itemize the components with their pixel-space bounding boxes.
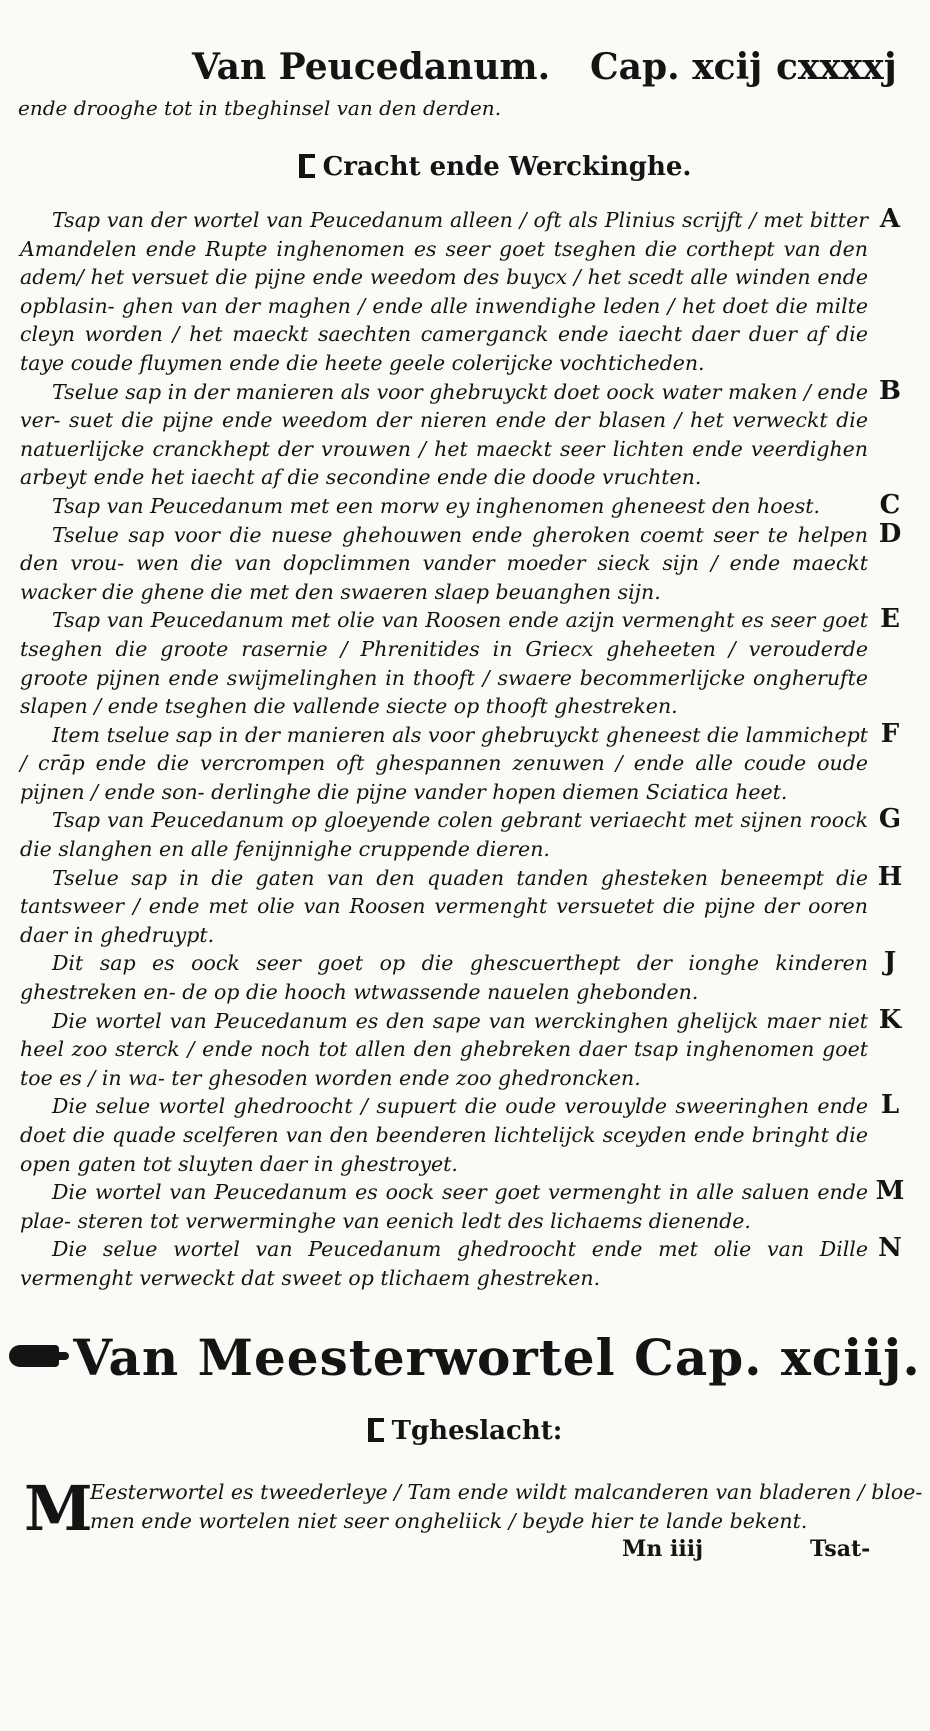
margin-letter: K <box>878 1005 902 1035</box>
margin-letter: E <box>880 604 900 634</box>
pilcrow-icon <box>368 1418 384 1442</box>
chapter-number: Cap. xcij <box>590 46 763 88</box>
margin-letters <box>872 0 912 1731</box>
margin-letter: G <box>878 804 902 834</box>
margin-letter: F <box>880 719 900 749</box>
subheading <box>0 1416 930 1446</box>
running-title: Van Peucedanum. <box>192 46 551 88</box>
chapter-body <box>20 1472 923 1545</box>
chapter-text <box>90 1478 923 1535</box>
chapter-heading <box>0 1328 930 1387</box>
margin-letter: C <box>879 490 901 520</box>
margin-letter: M <box>875 1176 905 1206</box>
margin-letter: L <box>880 1090 900 1120</box>
text-line: Eesterwortel es tweederleye / Tam ende wildt malcanderen van bladeren / bloe- <box>90 1480 923 1504</box>
paragraph: Tsap van Peucedanum met een morw ey inghenomen gheneest den hoest. <box>52 493 820 518</box>
carry-over-line: ende drooghe tot in tbeghinsel van den derden. <box>18 96 502 120</box>
folio-number: cxxxxj <box>776 46 897 88</box>
margin-letter: B <box>879 376 901 406</box>
text-line: men ende wortelen niet seer ongheliick / beyde hier te lande bekent. <box>90 1508 808 1533</box>
subheading-text: Tgheslacht: <box>391 1416 563 1446</box>
paragraph: Die wortel van Peucedanum es oock seer goet vermenght in alle saluen ende plae- steren tot verwerminghe van eenich ledt des lichaems dienende. <box>20 1180 868 1233</box>
paragraph: Tselue sap in der manieren als voor ghebruyckt doet oock water maken / ende ver- suet die pijne ende weedom der nieren ende der blasen / het verweckt die natuerlijcke cranckhept der vrouwen / het maeckt seer lichten ende veerdighen arbeyt ende het iaecht af die secondine ende die doode vruchten. <box>20 379 868 490</box>
section-heading-text: Cracht ende Werckinghe. <box>322 152 692 182</box>
paragraph: Item tselue sap in der manieren als voor ghebruyckt gheneest die lammichept / crāp ende die vercrompen oft ghespannen zenuwen / ende alle coude oude pijnen / ende son- derlinghe die pijne vander hopen diemen Sciatica heet. <box>20 722 868 804</box>
catchword: Tsat- <box>810 1536 871 1562</box>
paragraph: Die wortel van Peucedanum es den sape van werckinghen ghelijck maer niet heel zoo sterck / ende noch tot allen den ghebreken daer tsap inghenomen goet toe es / in wa- ter ghesoden worden ende zoo ghedroncken. <box>20 1008 868 1090</box>
paragraph: Tsap van der wortel van Peucedanum alleen / oft als Plinius scrijft / met bitter Amandelen ende Rupte inghenomen es seer goet tseghen die corthept van den adem/ het versuet die pijne ende weedom des buycx / het scedt alle winden ende opblasin- ghen van der maghen / ende alle inwendighe leden / het doet die milte cleyn worden / het maeckt saechten camerganck ende iaecht daer duer af die taye coude fluymen ende die heete geele colerijcke vochticheden. <box>20 208 868 375</box>
paragraph: Tselue sap in die gaten van den quaden tanden ghesteken beneempt die tantsweer / ende met olie van Roosen vermenght versuetet die pijne der ooren daer in ghedruypt. <box>20 865 868 947</box>
paragraph: Die selue wortel van Peucedanum ghedroocht ende met olie van Dille vermenght verweckt dat sweet op tlichaem ghestreken. <box>20 1237 868 1290</box>
pilcrow-icon <box>299 154 315 178</box>
paragraph: Tsap van Peucedanum met olie van Roosen ende azijn vermenght es seer goet tseghen die groote rasernie / Phrenitides in Griecx gheheeten / verouderde groote pijnen ende swijmelinghen in thooft / swaere becommerlijcke ongherufte slapen / ende tseghen die vallende siecte op thooft ghestreken. <box>20 608 868 719</box>
signature-mark: Mn iiij <box>622 1536 704 1562</box>
margin-letter: H <box>877 862 903 892</box>
margin-letter: A <box>879 204 901 234</box>
margin-letter: J <box>883 947 897 977</box>
section-heading <box>30 152 930 182</box>
drop-capital: M <box>24 1472 93 1545</box>
running-header <box>0 46 930 96</box>
margin-letter: D <box>878 519 902 549</box>
chapter-title: Van Meesterwortel Cap. xciij. <box>73 1328 921 1387</box>
pointing-hand-icon <box>9 1345 59 1367</box>
paragraph: Dit sap es oock seer goet op die ghescuerthept der ionghe kinderen ghestreken en- de op die hooch wtwassende nauelen ghebonden. <box>20 951 868 1005</box>
paragraph: Tselue sap voor die nuese ghehouwen ende gheroken coemt seer te helpen den vrou- wen die van dopclimmen vander moeder sieck sijn / ende maeckt wacker die ghene die met den swaeren slaep beuanghen sijn. <box>20 522 868 604</box>
paragraph: Tsap van Peucedanum op gloeyende colen gebrant veriaecht met sijnen roock die slanghen en alle fenijnnighe cruppende dieren. <box>20 808 868 862</box>
margin-letter: N <box>878 1233 902 1263</box>
body-text <box>20 206 868 1293</box>
paragraph: Die selue wortel ghedroocht / supuert die oude verouylde sweeringhen ende doet die quade scelferen van den beenderen lichtelijck sceyden ende bringht die open gaten tot sluyten daer in ghestroyet. <box>20 1094 868 1176</box>
